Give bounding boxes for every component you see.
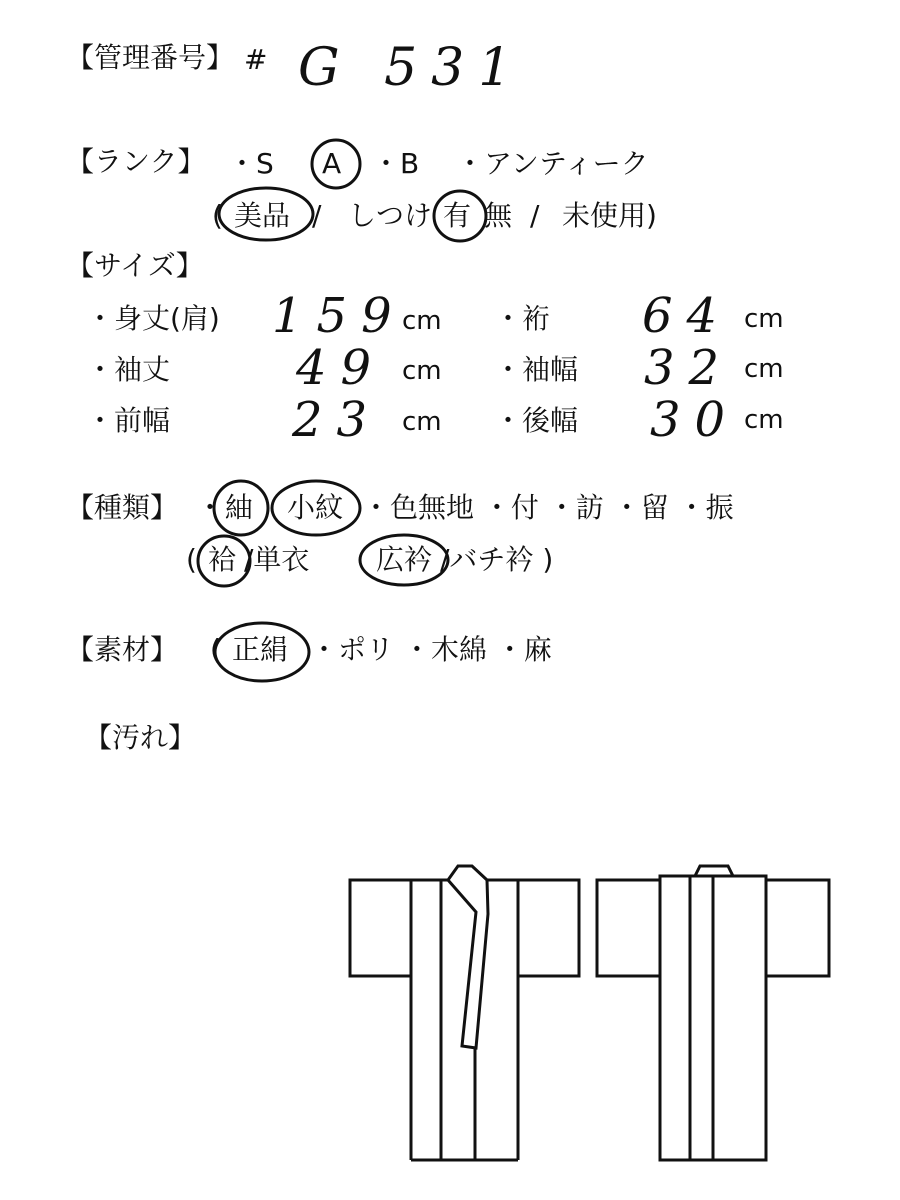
size-row2-right-label: ・袖幅 bbox=[494, 353, 579, 386]
shitsuke-yes: 有 bbox=[443, 199, 472, 232]
management-number-value: G 531 bbox=[298, 38, 526, 98]
size-label: 【サイズ】 bbox=[66, 249, 204, 282]
management-number-label: 【管理番号】 bbox=[66, 41, 235, 74]
size-row3-right-unit: cm bbox=[744, 405, 784, 435]
circle-tsumugi bbox=[214, 481, 268, 535]
circle-shoken bbox=[215, 623, 309, 681]
rank-option-a: A bbox=[322, 147, 342, 180]
type-komon: 小紋 bbox=[287, 491, 344, 524]
circle-hiroeri bbox=[360, 535, 448, 585]
material-other-options: ・ポリ ・木綿 ・麻 bbox=[310, 633, 552, 666]
size-row2-left-value: 49 bbox=[296, 340, 386, 396]
size-row1-left-value: 159 bbox=[272, 288, 406, 344]
type-tsumugi: 紬 bbox=[225, 491, 254, 524]
material-shoken: 正絹 bbox=[232, 633, 289, 666]
size-row3-right-value: 30 bbox=[650, 392, 740, 448]
type-dot-first: ・ bbox=[196, 491, 225, 524]
circle-shitsuke-yes bbox=[434, 191, 486, 241]
size-row2-right-value: 32 bbox=[644, 340, 734, 396]
size-row1-right-label: ・裄 bbox=[494, 302, 551, 335]
type-hiroeri: 広衿 bbox=[376, 543, 433, 576]
type-other-options: ・色無地 ・付 ・訪 ・留 ・振 bbox=[362, 491, 734, 524]
kimono-back-diagram bbox=[597, 866, 829, 1160]
type-label: 【種類】 bbox=[66, 491, 179, 524]
rank-option-antique: ・アンティーク bbox=[456, 147, 649, 180]
rank-option-b: ・B bbox=[372, 147, 420, 180]
circle-rank-a bbox=[312, 140, 360, 188]
rank-slash-2: / bbox=[530, 199, 540, 232]
rank-unused: 未使用) bbox=[562, 199, 657, 232]
rank-option-s: ・S bbox=[228, 147, 274, 180]
shitsuke-no: 無 bbox=[484, 199, 513, 232]
type-bachieri: /バチ衿 ) bbox=[440, 543, 554, 576]
kimono-front-diagram bbox=[350, 866, 579, 1160]
rank-slash-1: / bbox=[312, 199, 322, 232]
shitsuke-label: しつけ bbox=[348, 199, 433, 232]
circle-awase bbox=[198, 536, 250, 586]
size-row1-right-value: 64 bbox=[642, 288, 732, 344]
size-row2-left-label: ・袖丈 bbox=[86, 353, 171, 386]
size-row1-left-label: ・身丈(肩) bbox=[86, 302, 220, 335]
circle-beauty bbox=[219, 188, 313, 240]
material-paren-open: ( bbox=[210, 633, 221, 666]
hash-mark: # bbox=[244, 43, 268, 76]
size-row3-left-label: ・前幅 bbox=[86, 404, 171, 437]
size-row2-left-unit: cm bbox=[402, 356, 442, 386]
size-row1-left-unit: cm bbox=[402, 306, 442, 336]
size-row3-left-value: 23 bbox=[292, 392, 382, 448]
type-awase: 袷 bbox=[208, 543, 237, 576]
size-row3-left-unit: cm bbox=[402, 407, 442, 437]
rank-label: 【ランク】 bbox=[66, 145, 206, 178]
rank-paren-open: ( bbox=[212, 199, 223, 232]
size-row3-right-label: ・後幅 bbox=[494, 404, 579, 437]
size-row1-right-unit: cm bbox=[744, 304, 784, 334]
type-paren-open: ( bbox=[186, 543, 197, 576]
stain-label: 【汚れ】 bbox=[84, 721, 197, 754]
circle-komon bbox=[272, 481, 360, 535]
rank-beauty: 美品 bbox=[234, 199, 291, 232]
material-label: 【素材】 bbox=[66, 633, 179, 666]
size-row2-right-unit: cm bbox=[744, 354, 784, 384]
type-hitoe: /単衣 bbox=[244, 543, 310, 576]
